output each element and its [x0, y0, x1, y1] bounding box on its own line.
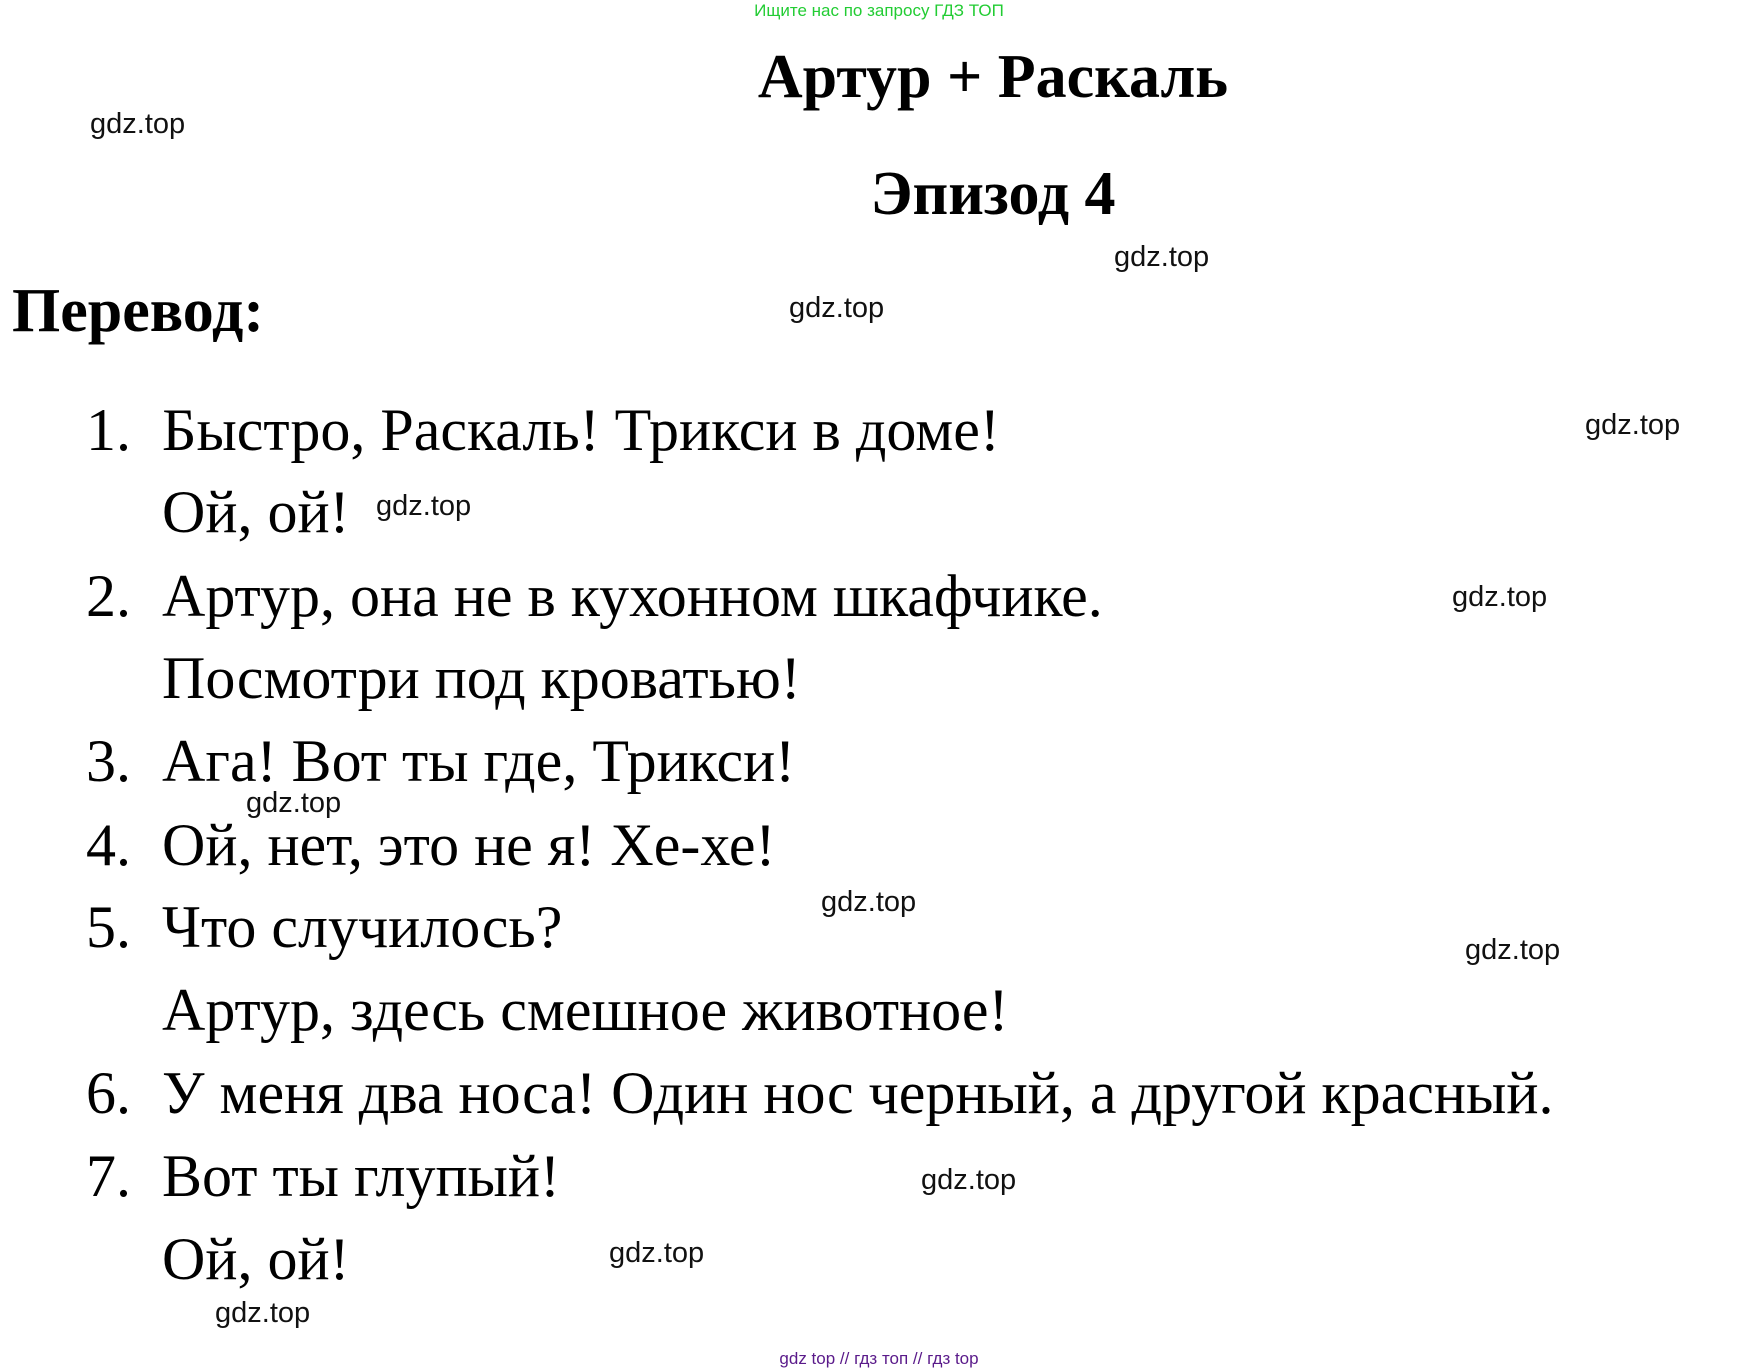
- item-number-1: 1.: [86, 397, 131, 463]
- item-4-line-1: Ой, нет, это не я! Хе-хе!: [162, 812, 776, 878]
- top-banner: Ищите нас по запросу ГДЗ ТОП: [754, 1, 1004, 20]
- translation-heading: Перевод:: [12, 277, 265, 345]
- watermark: gdz.top: [1585, 409, 1681, 441]
- item-2-line-1: Артур, она не в кухонном шкафчике.: [162, 563, 1103, 629]
- item-number-7: 7.: [86, 1143, 131, 1209]
- watermark: gdz.top: [789, 292, 885, 324]
- watermark: gdz.top: [90, 108, 186, 140]
- item-number-6: 6.: [86, 1060, 131, 1126]
- item-7-line-1: Вот ты глупый!: [162, 1143, 560, 1209]
- watermark: gdz.top: [821, 886, 917, 918]
- item-1-line-2: Ой, ой!: [162, 479, 350, 545]
- item-5-line-2: Артур, здесь смешное животное!: [162, 977, 1009, 1043]
- watermark: gdz.top: [246, 787, 342, 819]
- watermark: gdz.top: [1114, 241, 1210, 273]
- item-number-4: 4.: [86, 812, 131, 878]
- item-3-line-1: Ага! Вот ты где, Трикси!: [162, 728, 796, 794]
- watermark: gdz.top: [1465, 934, 1561, 966]
- footer-watermark: gdz top // гдз топ // гдз top: [779, 1349, 979, 1368]
- watermark: gdz.top: [1452, 581, 1548, 613]
- watermark: gdz.top: [921, 1164, 1017, 1196]
- episode-title: Эпизод 4: [870, 160, 1116, 228]
- item-number-3: 3.: [86, 728, 131, 794]
- watermark: gdz.top: [215, 1297, 311, 1329]
- item-number-5: 5.: [86, 894, 131, 960]
- watermark: gdz.top: [376, 490, 472, 522]
- item-5-line-1: Что случилось?: [162, 894, 563, 960]
- item-6-line-1: У меня два носа! Один нос черный, а другой красный.: [162, 1060, 1554, 1126]
- page-title: Артур + Раскаль: [757, 43, 1229, 111]
- item-2-line-2: Посмотри под кроватью!: [162, 645, 801, 711]
- item-1-line-1: Быстро, Раскаль! Трикси в доме!: [162, 397, 1000, 463]
- watermark: gdz.top: [609, 1237, 705, 1269]
- item-7-line-2: Ой, ой!: [162, 1226, 350, 1292]
- item-number-2: 2.: [86, 563, 131, 629]
